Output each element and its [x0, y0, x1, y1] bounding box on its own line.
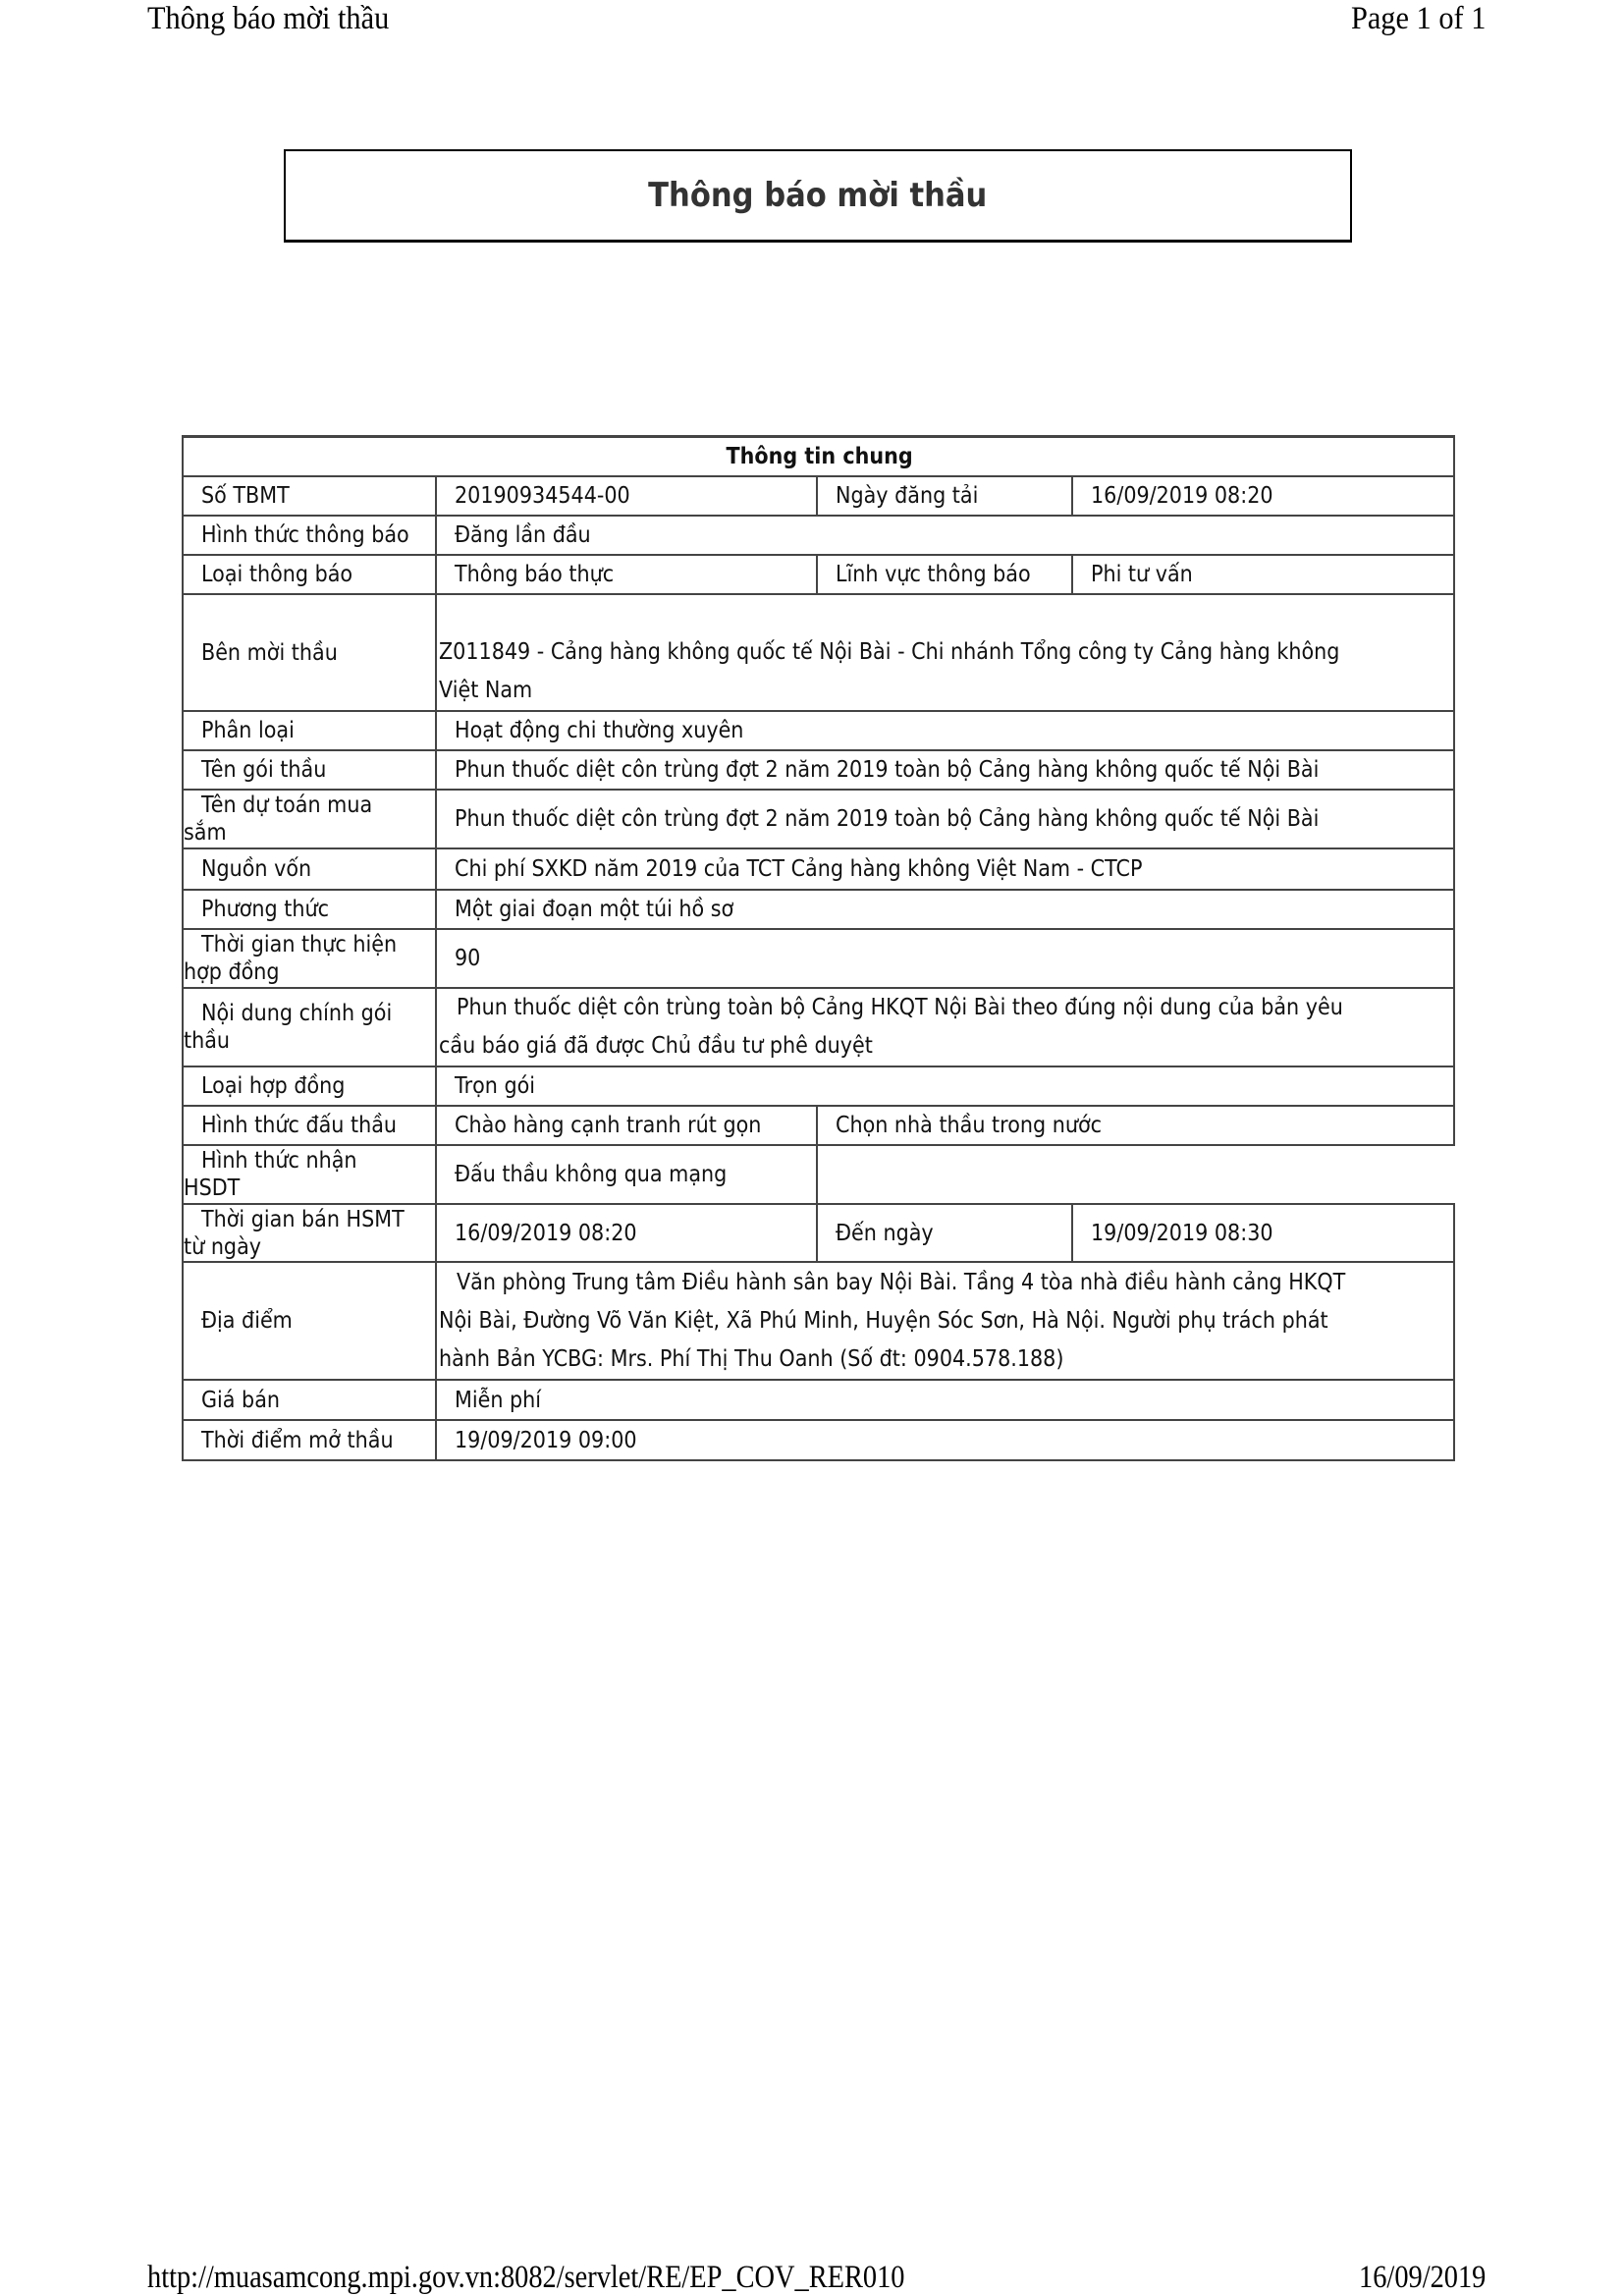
field-label-line: Tên dự toán mua [201, 793, 373, 818]
field-label-line: Nội dung chính gói [201, 1001, 393, 1026]
field-label: Ngày đăng tải [836, 483, 979, 509]
field-value-line: Nội Bài, Đường Võ Văn Kiệt, Xã Phú Minh, Huyện Sóc Sơn, Hà Nội. Người phụ trách phát [439, 1307, 1328, 1334]
field-value-line: Phun thuốc diệt côn trùng toàn bộ Cảng HKQT Nội Bài theo đúng nội dung của bản yêu [457, 995, 1343, 1020]
table-row [183, 1262, 1454, 1380]
field-value: Một giai đoạn một túi hồ sơ [455, 897, 734, 922]
table-row [183, 476, 1454, 516]
field-value: 19/09/2019 08:30 [1091, 1220, 1273, 1246]
table-row [183, 790, 1454, 848]
page-header-title: Thông báo mời thầu [147, 1, 390, 36]
field-value-line: Z011849 - Cảng hàng không quốc tế Nội Bài - Chi nhánh Tổng công ty Cảng hàng không [439, 639, 1340, 665]
field-value-line: cầu báo giá đã được Chủ đầu tư phê duyệt [439, 1033, 873, 1059]
table-row [183, 988, 1454, 1066]
table-row [183, 1106, 1454, 1145]
table-row [183, 1145, 1454, 1204]
table-row [183, 848, 1454, 890]
general-info-table [182, 435, 1455, 1146]
field-value: Thông báo thực [455, 562, 615, 587]
field-label: Phương thức [201, 897, 329, 922]
field-value-line: Văn phòng Trung tâm Điều hành sân bay Nội Bài. Tầng 4 tòa nhà điều hành cảng HKQT [457, 1269, 1346, 1295]
field-label-line: HSDT [184, 1175, 241, 1201]
field-value: Miễn phí [455, 1387, 542, 1413]
field-value: Hoạt động chi thường xuyên [455, 718, 744, 743]
field-label: Loại hợp đồng [201, 1073, 346, 1099]
table-row [183, 750, 1454, 790]
field-value: Chi phí SXKD năm 2019 của TCT Cảng hàng không Việt Nam - CTCP [455, 856, 1143, 882]
document-title: Thông báo mời thầu [648, 176, 988, 215]
field-label: Loại thông báo [201, 562, 353, 587]
field-value: 90 [455, 946, 481, 971]
print-date: 16/09/2019 [1358, 2260, 1486, 2295]
field-label: Đến ngày [836, 1220, 934, 1246]
field-label: Số TBMT [201, 483, 290, 509]
table-row [183, 1380, 1454, 1420]
table-row [183, 516, 1454, 555]
field-value: 19/09/2019 09:00 [455, 1427, 637, 1453]
table-header-row [183, 437, 1454, 477]
field-value: 16/09/2019 08:20 [1091, 483, 1273, 509]
table-row [183, 711, 1454, 750]
field-value-line: Việt Nam [439, 678, 533, 703]
submission-info-table [182, 1144, 1455, 1461]
field-label: Nguồn vốn [201, 856, 312, 882]
field-label: Tên gói thầu [201, 757, 327, 783]
field-label: Thời điểm mở thầu [201, 1427, 394, 1453]
field-label-line: Hình thức nhận [201, 1148, 357, 1174]
field-label: Hình thức thông báo [201, 522, 409, 548]
field-label-line: sắm [184, 820, 227, 846]
field-value: Đấu thầu không qua mạng [455, 1162, 728, 1187]
field-label-line: từ ngày [184, 1233, 262, 1260]
table-row [183, 929, 1454, 988]
section-heading: Thông tin chung [726, 444, 913, 469]
page-number: Page 1 of 1 [1350, 1, 1486, 36]
field-value: Phun thuốc diệt côn trùng đợt 2 năm 2019 toàn bộ Cảng hàng không quốc tế Nội Bài [455, 757, 1320, 783]
field-label: Giá bán [201, 1387, 281, 1413]
table-row [183, 1420, 1454, 1460]
field-label: Phân loại [201, 718, 295, 743]
document-title-box [284, 149, 1352, 243]
field-value: Trọn gói [455, 1073, 536, 1099]
field-value: 16/09/2019 08:20 [455, 1220, 637, 1246]
field-value-line: hành Bản YCBG: Mrs. Phí Thị Thu Oanh (Số đt: 0904.578.188) [439, 1345, 1064, 1372]
field-label: Bên mời thầu [201, 639, 338, 666]
field-label: Địa điểm [201, 1308, 293, 1334]
field-label: Hình thức đấu thầu [201, 1113, 398, 1138]
field-label-line: thầu [184, 1028, 231, 1054]
field-value: 20190934544-00 [455, 483, 630, 509]
field-value: Phi tư vấn [1091, 562, 1193, 587]
field-value: Đăng lần đầu [455, 522, 591, 548]
source-url: http://muasamcong.mpi.gov.vn:8082/servlet/RE/EP_COV_RER010 [147, 2260, 905, 2295]
table-row [183, 1204, 1454, 1262]
table-row [183, 594, 1454, 711]
field-label: Lĩnh vực thông báo [836, 562, 1031, 587]
table-row [183, 890, 1454, 929]
field-label-line: Thời gian bán HSMT [201, 1206, 405, 1232]
field-value: Phun thuốc diệt côn trùng đợt 2 năm 2019 toàn bộ Cảng hàng không quốc tế Nội Bài [455, 806, 1320, 832]
field-label-line: hợp đồng [184, 959, 280, 985]
field-value: Chào hàng cạnh tranh rút gọn [455, 1113, 762, 1138]
field-value: Chọn nhà thầu trong nước [836, 1113, 1103, 1138]
table-row [183, 1066, 1454, 1106]
field-label-line: Thời gian thực hiện [201, 932, 398, 957]
table-row [183, 555, 1454, 594]
